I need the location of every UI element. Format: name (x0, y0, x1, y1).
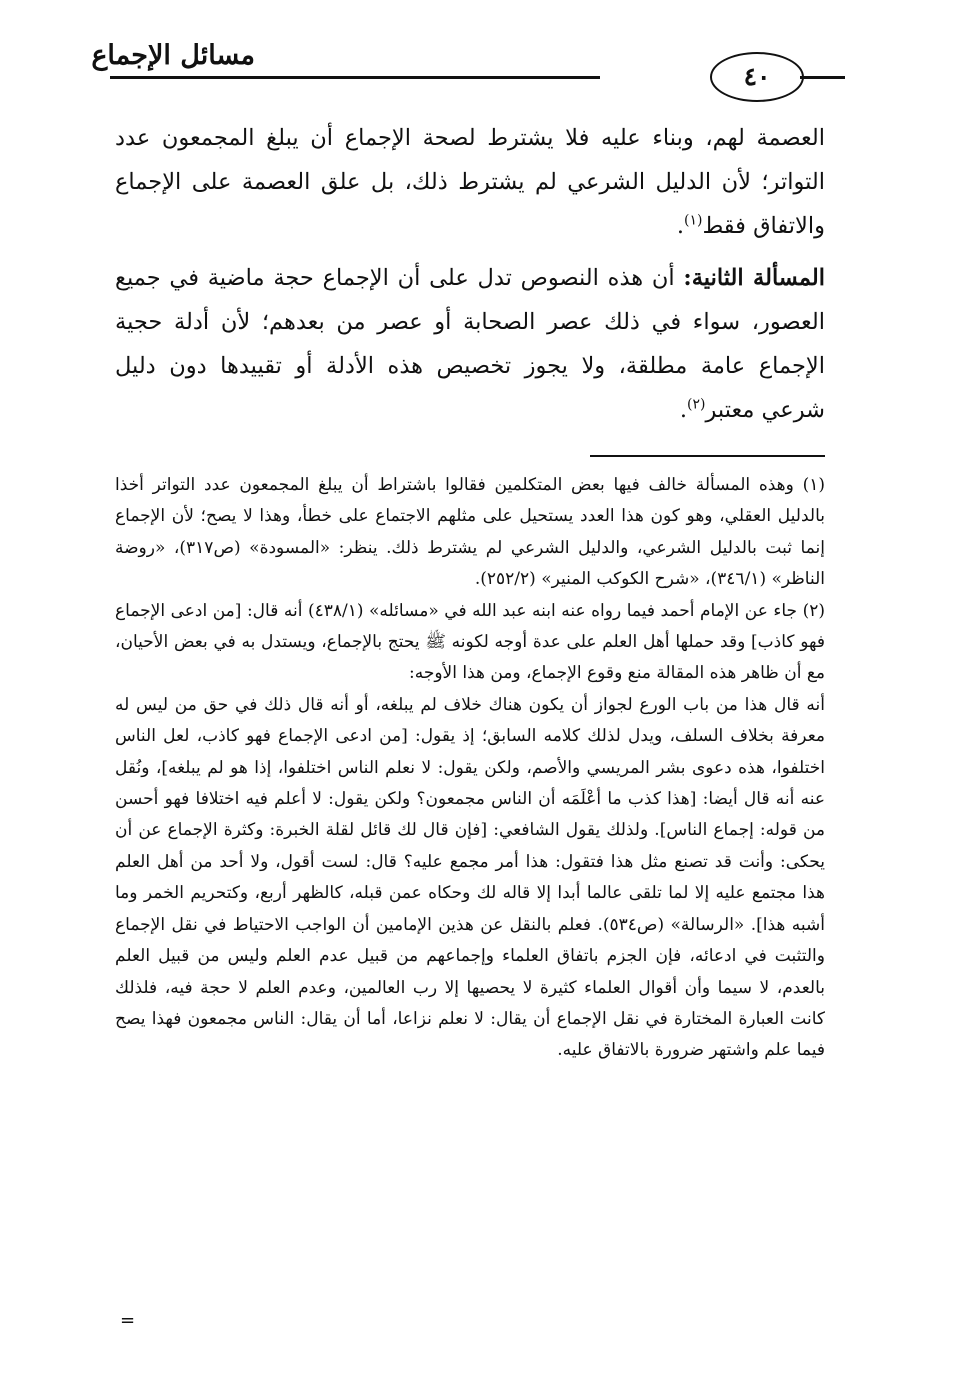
footnote-ref-1: (١) (683, 212, 703, 229)
footnote-ref-2: (٢) (687, 396, 706, 413)
page-number: ٤٠ (710, 52, 804, 102)
paragraph-1-end: . (676, 213, 684, 239)
footnote-2-continued: أنه قال هذا من باب الورع لجواز أن يكون هناك خلاف لم يبلغه، أو أنه قال ذلك في حق من ليس له معرفة بخلاف السلف، ويدل لذلك كلامه السابق؛ إذ يقول: [من ادعى الإجماع فهو كاذب، لعل الناس اختلفوا، هذه دعوى بشر المريسي والأصم، ولكن يقول: لا نعلم الناس اختلفوا، إذا هو لم يبلغه]، ونُقل عنه أنه قال أيضا: [هذا كذب ما أعْلَمَه أن الناس مجمعون؟ ولكن يقول: لا أعلم فيه اختلافا فهو أحسن من قوله: إجماع الناس]. ولذلك يقول الشافعي: [فإن قال لك قائل لقلة الخبرة: وكثرة الإجماع عن أن يحكى: وأنت قد تصنع مثل هذا فتقول: هذا أمر مجمع عليه؟ قال: لست أقول، ولا أحد من أهل العلم هذا مجتمع عليه إلا لما تلقى عالما أبدا إلا قاله لك وحكاه عمن قبله، كالظهر أربع، وكتحريم الخمر وما أشبه هذا]. «الرسالة» (ص٥٣٤). فعلم بالنقل عن هذين الإمامين أن الواجب الاحتياط في نقل الإجماع والتثبت في ادعائه، فإن الجزم باتفاق العلماء وإجماعهم من قبيل عدم العلم وليس من قبيل العلم بالعدم، لا سيما وأن أقوال العلماء كثيرة لا يحصيها إلا رب العالمين، وعدم العلم لا حجة فيه، فلذلك كانت العبارة المختارة في نقل الإجماع أن يقال: لا نعلم نزاعا، أما أن يقال: الناس مجمعون فهذا يصح فيما علم واشتهر ضرورة بالاتفاق عليه. (115, 694, 825, 1061)
footnote-2: (٢) جاء عن الإمام أحمد فيما رواه عنه ابنه عبد الله في «مسائله» (٤٣٨/١) أنه قال: [من ادعى الإجماع فهو كاذب] وقد حملها أهل العلم على عدة أوجه لكونه ﷺ يحتج بالإجماع، ويستدل به في بعض الأحيان، مع أن ظاهر هذه المقالة منع وقوع الإجماع، ومن هذا الأوجه: (115, 600, 825, 684)
paragraph-2-text: أن هذه النصوص تدل على أن الإجماع حجة ماضية في جميع العصور، سواء في ذلك عصر الصحابة أو عصر من بعدهم؛ لأن أدلة حجية الإجماع عامة مطلقة، ولا يجوز تخصيص هذه الأدلة أو تقييدها دون دليل شرعي معتبر (115, 265, 825, 423)
main-text (115, 116, 825, 440)
header-rule-right (800, 76, 845, 79)
footnote-1: (١) وهذه المسألة خالف فيها بعض المتكلمين فقالوا باشتراط أن يبلغ المجمعون عدد التواتر أخذا بالدليل العقلي، وهو كون هذا العدد يستحيل على مثلهم الاجتماع على خطأ، وهذا لا يصح؛ لأن الإجماع إنما ثبت بالدليل الشرعي، والدليل الشرعي لم يشترط ذلك. ينظر: «المسودة» (ص٣١٧)، «روضة الناظر» (٣٤٦/١)، «شرح الكوكب المنير» (٢٥٢/٢). (115, 475, 825, 590)
book-title: مسائل الإجماع (91, 40, 255, 71)
header-rule-left (110, 76, 600, 79)
continuation-mark: = (120, 1310, 136, 1331)
paragraph-2 (115, 256, 825, 432)
paragraph-1-text: العصمة لهم، وبناء عليه فلا يشترط لصحة الإجماع أن يبلغ المجمعون عدد التواتر؛ لأن الدليل الشرعي لم يشترط ذلك، بل علق العصمة على الإجماع والاتفاق فقط (115, 125, 825, 239)
paragraph-1 (115, 116, 825, 248)
paragraph-2-end: . (679, 397, 688, 423)
page-header (91, 30, 845, 100)
footnote-separator (590, 455, 825, 457)
issue-two-label: المسألة الثانية: (683, 265, 825, 291)
footnotes (115, 470, 825, 1067)
